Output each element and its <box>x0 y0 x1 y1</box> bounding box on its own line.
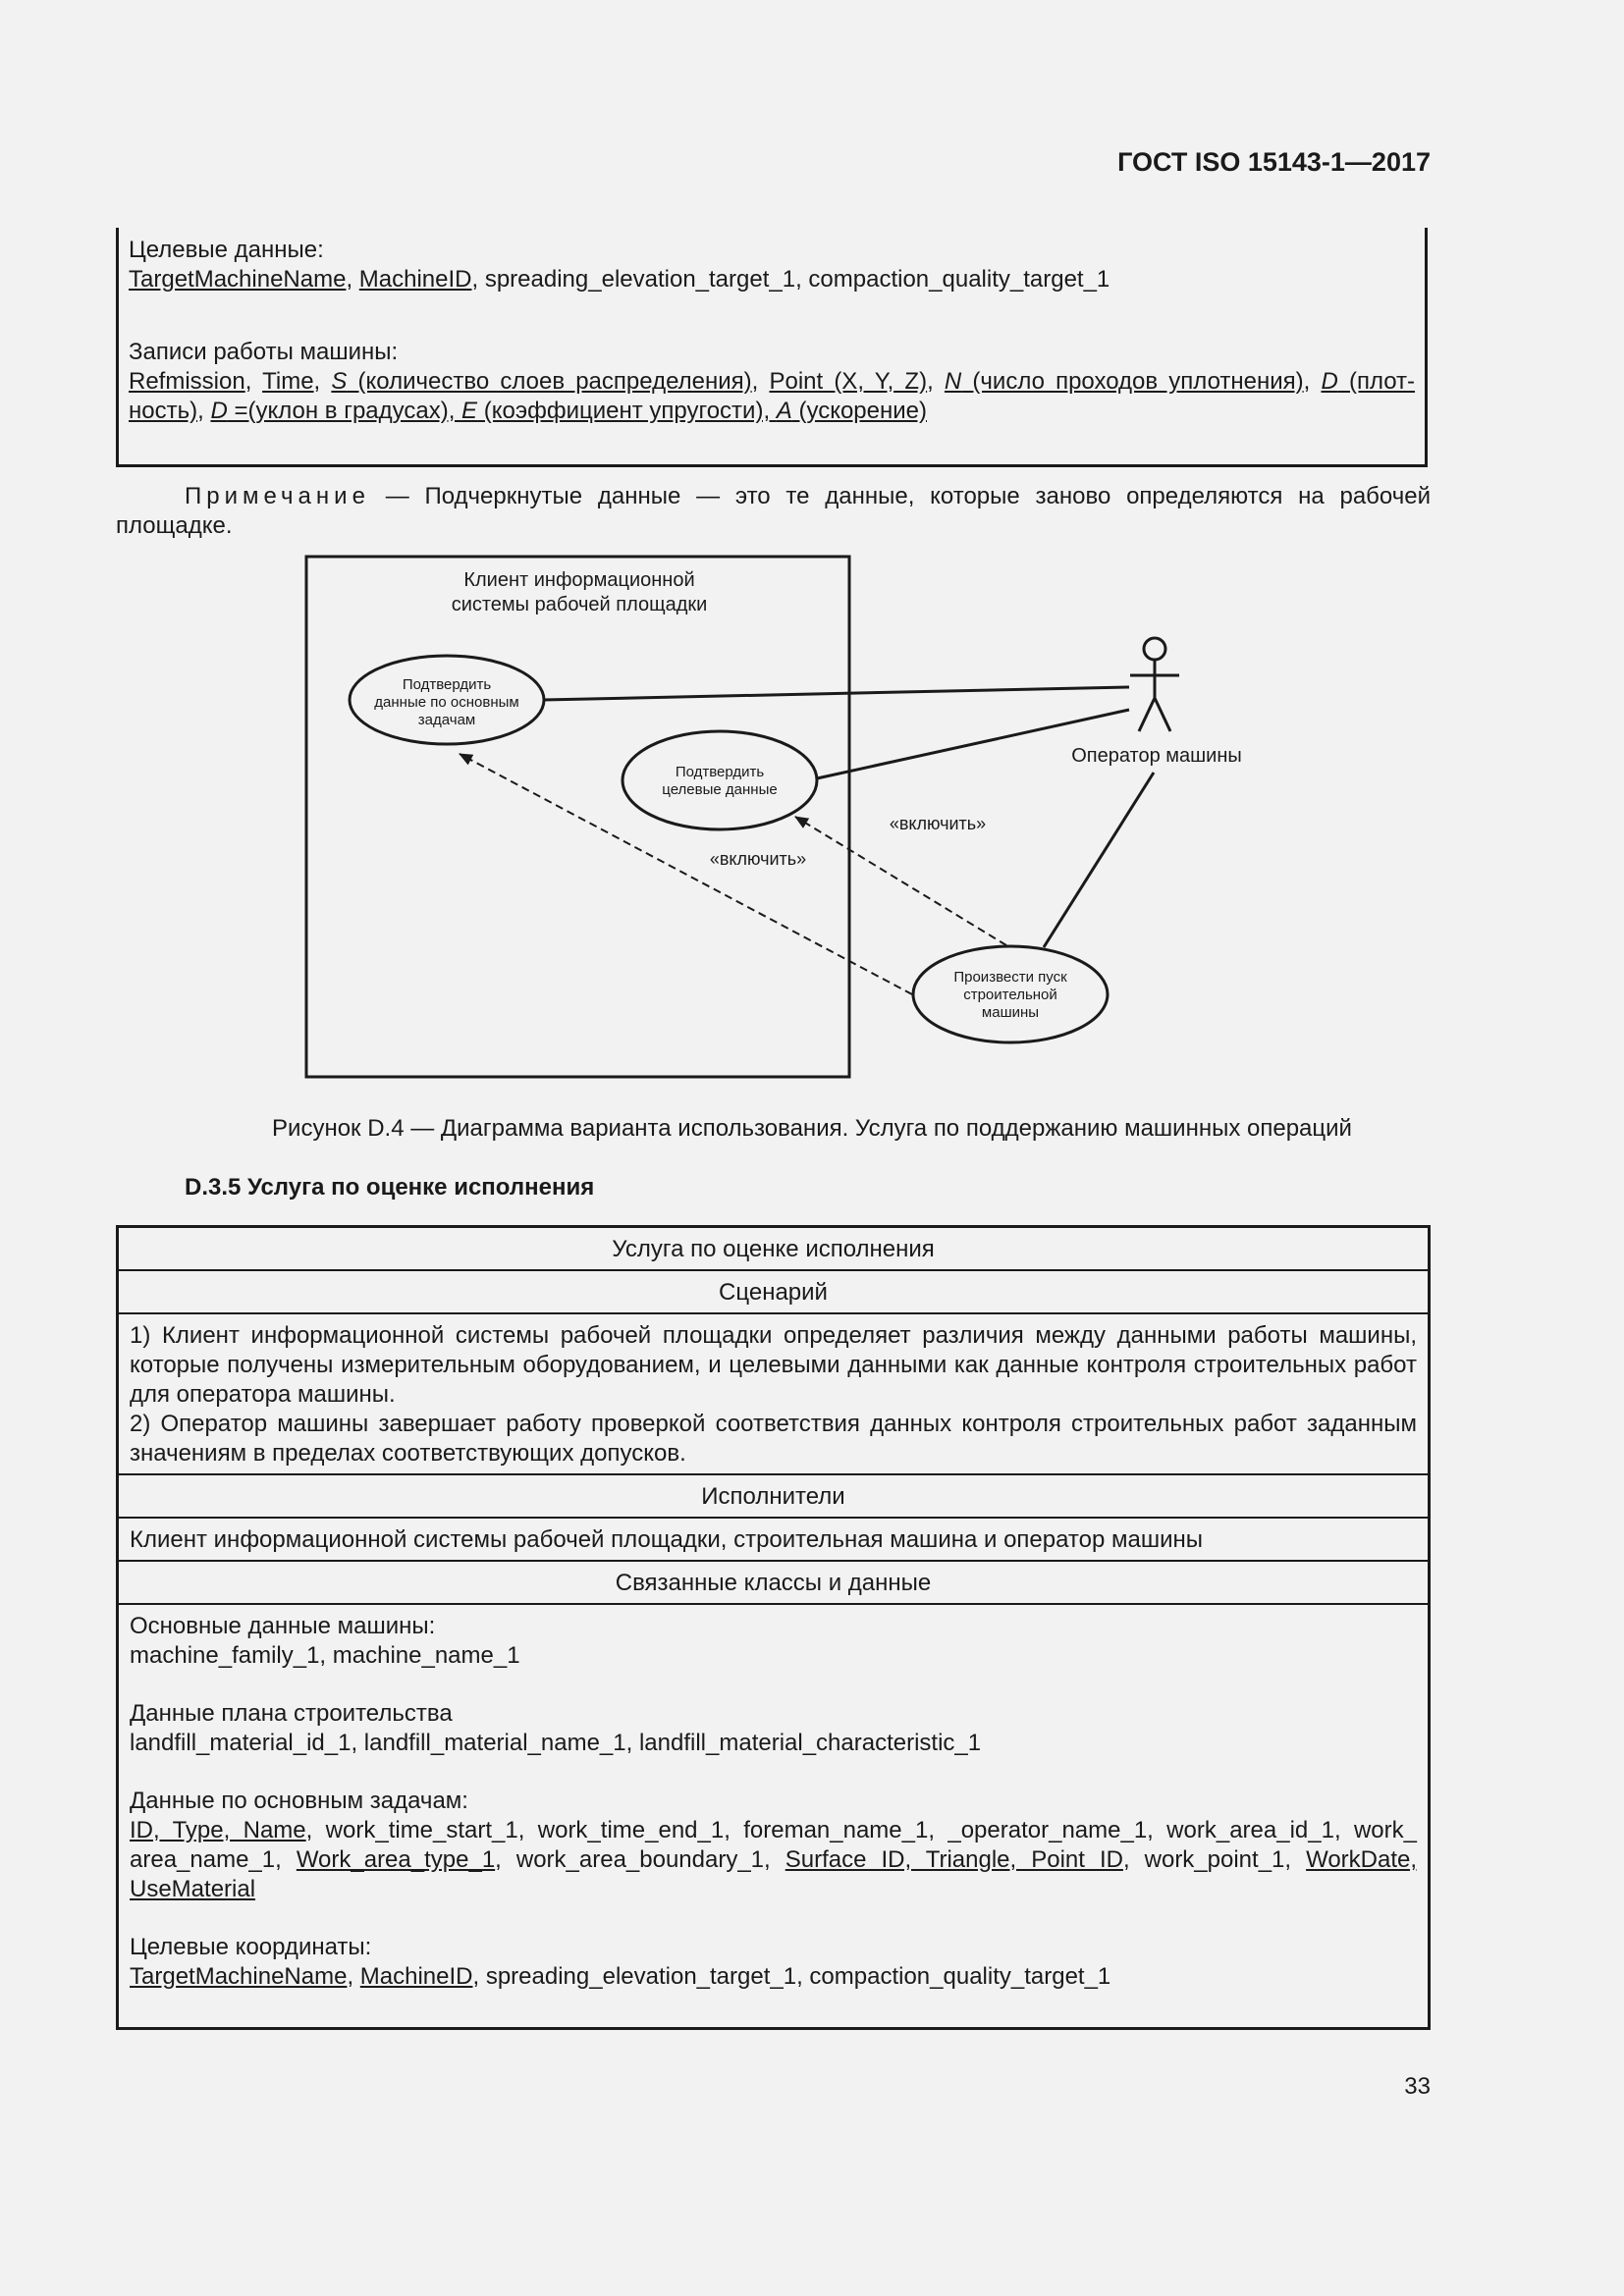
underlined-field: WorkDate, UseMaterial <box>130 1846 1418 1902</box>
association-line <box>817 710 1129 778</box>
association-line <box>1044 773 1154 947</box>
actor-label: Оператор машины <box>1071 745 1242 767</box>
use-case-label: Подтвердить <box>402 676 492 693</box>
coords-data-label: Целевые координаты: <box>130 1934 372 1960</box>
coords-data-values <box>130 1962 1417 1992</box>
include-label: «включить» <box>709 849 807 869</box>
machine-records-label: Записи работы машины: <box>129 339 399 365</box>
association-line <box>543 687 1129 700</box>
underlined-field: MachineID <box>358 266 472 293</box>
underlined-field: TargetMachineName <box>130 1963 348 1990</box>
field-desc: (коэффициент упругости), <box>477 398 777 424</box>
underlined-field: Work_area_type_1 <box>296 1846 496 1873</box>
include-dependency <box>795 817 1006 945</box>
section-title: D.3.5 Услуга по оценке исполнения <box>185 1174 595 1201</box>
field-desc: (ускорение) <box>791 398 927 424</box>
separator: , <box>347 1963 360 1990</box>
variable: N <box>944 368 962 395</box>
classes-header: Связанные классы и данные <box>119 1562 1428 1605</box>
underlined-field: TargetMachineName <box>129 266 347 293</box>
underlined-field: Time <box>262 368 314 395</box>
scenario-header: Сценарий <box>119 1271 1428 1314</box>
separator: , <box>313 368 332 395</box>
note-label: Примечание <box>185 483 370 509</box>
field-desc: (количество слоев распределения) <box>347 368 752 395</box>
machine-data-values: machine_family_1, machine_name_1 <box>130 1642 520 1669</box>
machine-data-label: Основные данные машины: <box>130 1613 436 1639</box>
table-title: Услуга по оценке исполнения <box>119 1228 1428 1271</box>
scenario-cell <box>119 1314 1428 1475</box>
target-data-label: Целевые данные: <box>129 237 324 263</box>
actors-cell: Клиент информационной системы рабочей площадки, строительная машина и оператор машины <box>119 1519 1428 1562</box>
field-desc: =(уклон в градусах), <box>227 398 462 424</box>
field-desc: (число проходов уплотнения) <box>961 368 1304 395</box>
separator: , <box>751 368 770 395</box>
variable: E <box>461 398 478 424</box>
underlined-field: Refmission <box>129 368 245 395</box>
use-case-confirm-target-data <box>623 731 817 829</box>
tasks-data-values <box>130 1816 1417 1904</box>
underlined-field: Surface ID, Triangle, Point ID <box>785 1846 1123 1873</box>
system-title-line-2: системы рабочей площадки <box>451 594 708 615</box>
underlined-field: MachineID <box>359 1963 473 1990</box>
underlined-field: Point (X, Y, Z) <box>769 368 928 395</box>
variable: D <box>1321 368 1338 395</box>
actors-header: Исполнители <box>119 1475 1428 1519</box>
variable: D <box>210 398 228 424</box>
use-case-label: задачам <box>417 712 476 728</box>
field-list: , work_point_1, <box>1122 1846 1307 1873</box>
plan-data-label: Данные плана строительства <box>130 1700 453 1727</box>
field-list: , work_time_start_1, work_time_end_1, foreman_name_1, _operator_name_1, work_area_id_1, work_ area_name_1, <box>130 1817 1417 1873</box>
field-desc: (плот-ность) <box>129 368 1416 424</box>
plan-data-values: landfill_material_id_1, landfill_material_name_1, landfill_material_characteristic_1 <box>130 1730 982 1756</box>
use-case-label: Подтвердить <box>675 764 765 780</box>
service-table <box>116 1225 1431 2030</box>
field-list: , spreading_elevation_target_1, compaction_quality_target_1 <box>471 266 1110 293</box>
document-number: ГОСТ ISO 15143-1—2017 <box>1117 147 1431 177</box>
use-case-label: строительной <box>963 987 1057 1003</box>
underlined-field: ID, Type, Name <box>130 1817 306 1843</box>
separator: , <box>1303 368 1322 395</box>
use-case-diagram <box>0 0 1624 1099</box>
include-label: «включить» <box>889 814 987 833</box>
tasks-data-label: Данные по основным задачам: <box>130 1788 468 1814</box>
use-case-label: целевые данные <box>662 781 778 798</box>
actor-stick-figure-icon <box>1130 638 1179 731</box>
variable: S <box>331 368 348 395</box>
use-case-label: Произвести пуск <box>953 969 1067 986</box>
field-list: , work_area_boundary_1, <box>495 1846 785 1873</box>
system-title-line-1: Клиент информационной <box>463 569 695 591</box>
field-list: , spreading_elevation_target_1, compaction_quality_target_1 <box>472 1963 1111 1990</box>
use-case-label: данные по основным <box>374 694 519 711</box>
separator: , <box>197 398 211 424</box>
page-number: 33 <box>1404 2073 1431 2100</box>
separator: , <box>346 266 359 293</box>
scenario-item: 2) Оператор машины завершает работу проверкой соответствия данных контроля строительных работ заданным значениям в пределах соответствующих допусков. <box>130 1411 1417 1467</box>
note-text: — Подчеркнутые данные — это те данные, которые заново определяются на рабочей площадке. <box>116 483 1431 539</box>
separator: , <box>244 368 263 395</box>
figure-caption: Рисунок D.4 — Диаграмма варианта использования. Услуга по поддержанию машинных операций <box>272 1115 1352 1142</box>
separator: , <box>927 368 945 395</box>
classes-cell <box>119 1605 1428 2027</box>
use-case-label: машины <box>981 1004 1040 1021</box>
scenario-item: 1) Клиент информационной системы рабочей площадки определяет различия между данными работы машины, которые получены измерительным оборудованием, и целевыми данными как данные контроля строительных работ для оператора машины. <box>130 1322 1417 1408</box>
variable: A <box>776 398 792 424</box>
